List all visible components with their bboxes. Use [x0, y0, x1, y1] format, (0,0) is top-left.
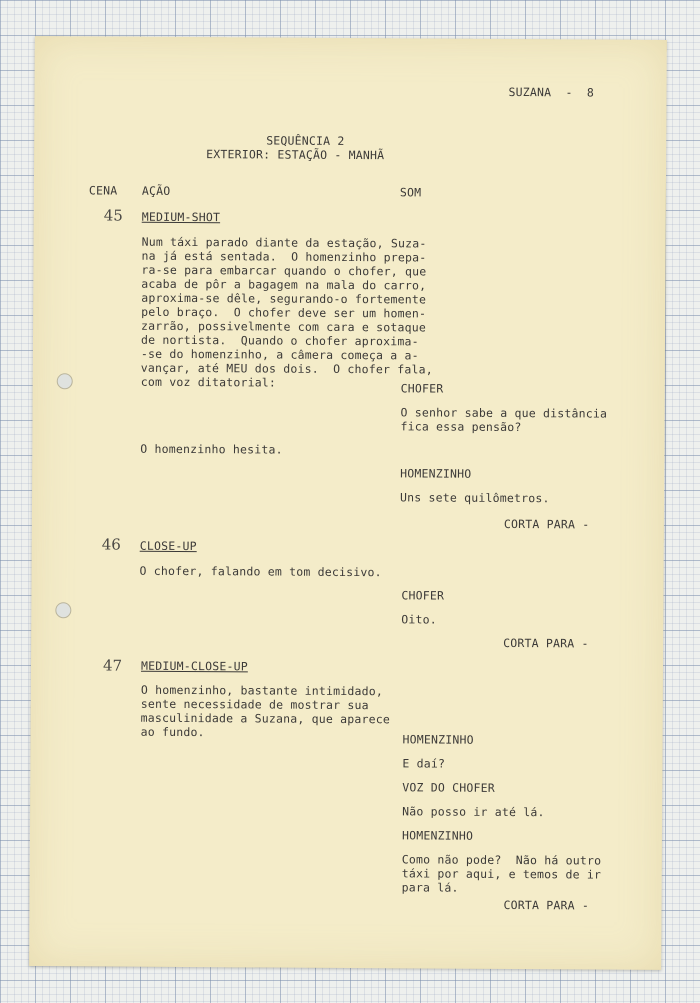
- scene-number: 47: [102, 656, 123, 675]
- character-name: HOMENZINHO: [400, 466, 472, 481]
- scene-number: 45: [103, 206, 123, 225]
- shot-type: CLOSE-UP: [139, 538, 197, 554]
- punch-hole-lower: [55, 602, 71, 618]
- action-text: O homenzinho, bastante intimidado, sente necessidade de mostrar sua masculinidade a Suzana, que aparece ao fundo.: [140, 682, 391, 740]
- sequence-title: SEQUÊNCIA 2: [266, 133, 345, 148]
- character-name: HOMENZINHO: [402, 732, 474, 747]
- character-name: CHOFER: [401, 588, 445, 603]
- column-sound: SOM: [399, 185, 422, 200]
- transition: CORTA PARA -: [503, 897, 590, 913]
- dialogue-line: O senhor sabe a que distância fica essa pensão?: [400, 405, 608, 435]
- dialogue-line: Uns sete quilômetros.: [399, 490, 550, 506]
- character-name: CHOFER: [400, 381, 444, 396]
- scene-number: 46: [101, 535, 121, 554]
- character-name: VOZ DO CHOFER: [402, 780, 495, 795]
- shot-type: MEDIUM-SHOT: [141, 209, 221, 225]
- shot-type: MEDIUM-CLOSE-UP: [140, 658, 248, 674]
- dialogue-line: Não posso ir até lá.: [402, 804, 545, 820]
- punch-hole-upper: [57, 373, 73, 389]
- character-name: HOMENZINHO: [401, 828, 474, 843]
- transition: CORTA PARA -: [503, 516, 590, 532]
- dialogue-line: E daí?: [402, 756, 446, 771]
- action-text: O chofer, falando em tom decisivo.: [139, 563, 382, 580]
- dialogue-line: Oito.: [401, 612, 437, 627]
- sequence-subtitle: EXTERIOR: ESTAÇÃO - MANHÃ: [206, 147, 385, 163]
- dialogue-line: Como não pode? Não há outro táxi por aqui, e temos de ir para lá.: [401, 852, 602, 895]
- column-scene: CENA: [88, 183, 118, 198]
- action-text: Num táxi parado diante da estação, Suza- na já está sentada. O homenzinho prepa- ra-se para embarcar quando o chofer, que acaba de pôr a bagagem na mala do carro, aproxima-se dêle, segurando-o fortemente pelo braço. O chofer deve ser um homen- zarrão, possivelmente com cara e sotaque de nortista. Quando o chofer aproxima- -se do homenzinho, a câmera começa a a- vançar, até MEU dos dois. O chofer fala, com voz ditatorial:: [140, 234, 433, 390]
- action-text: O homenzinho hesita.: [140, 441, 283, 457]
- column-action: AÇÃO: [141, 183, 171, 198]
- transition: CORTA PARA -: [503, 635, 589, 651]
- script-page: [29, 36, 667, 970]
- page-label: SUZANA - 8: [508, 84, 595, 100]
